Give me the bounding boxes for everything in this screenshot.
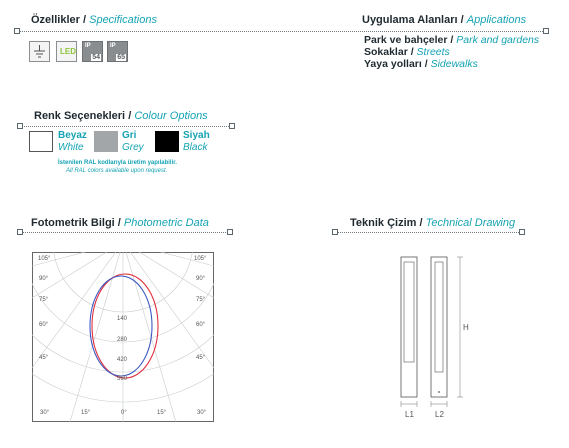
- applications-title: [362, 14, 526, 26]
- divider-end-marker: [543, 28, 549, 34]
- ip-label: IP: [110, 43, 116, 49]
- angle-label: 75°: [196, 297, 206, 303]
- ground-symbol-icon: [29, 41, 50, 62]
- divider-end-marker: [14, 28, 20, 34]
- photometric-title: [31, 217, 209, 229]
- list-item: Yaya yolları / Sidewalks: [364, 58, 478, 70]
- technical-drawing-title-en: Technical Drawing: [425, 217, 516, 229]
- specifications-title-en: Specifications: [89, 14, 157, 26]
- title-separator: /: [460, 14, 464, 26]
- title-separator: /: [82, 14, 87, 26]
- divider-end-marker: [17, 123, 23, 129]
- led-icon: [56, 41, 77, 62]
- ip-rating-icon: [107, 41, 128, 62]
- list-item: Sokaklar / Streets: [364, 46, 450, 58]
- angle-label: 105°: [38, 256, 51, 262]
- technical-drawing-divider: [335, 232, 521, 233]
- applications-list: [364, 34, 539, 70]
- angle-label: 105°: [194, 256, 207, 262]
- specifications-divider: [17, 31, 545, 32]
- angle-label: 45°: [39, 355, 49, 361]
- technical-drawing: [395, 252, 470, 422]
- list-item: Park ve bahçeler / Park and gardens: [364, 34, 540, 46]
- angle-label: 30°: [197, 410, 207, 416]
- application-en: Sidewalks: [430, 58, 478, 70]
- ral-note-tr: İstenilen RAL kodlarıyla üretim yapılabilir.: [58, 160, 177, 166]
- divider-end-marker: [229, 123, 235, 129]
- swatch-white: [29, 131, 53, 152]
- divider-end-marker: [227, 229, 233, 235]
- applications-title-en: Applications: [466, 14, 527, 26]
- angle-label: 60°: [39, 322, 49, 328]
- application-en: Streets: [416, 46, 450, 58]
- colour-name-en: White: [58, 142, 84, 153]
- angle-label: 0°: [121, 410, 127, 416]
- angle-label: 15°: [157, 410, 167, 416]
- ip-rating-icon: [82, 41, 103, 62]
- colour-name-tr: Siyah: [183, 130, 210, 141]
- dimension-label-l1: L1: [405, 410, 414, 419]
- technical-drawing-title: [350, 217, 515, 229]
- technical-drawing-title-tr: Teknik Çizim: [350, 217, 417, 229]
- led-label: LED: [60, 47, 76, 56]
- colour-options-title: [34, 110, 208, 122]
- radial-value-label: 560: [117, 376, 128, 382]
- ip-value: 54: [92, 54, 100, 61]
- application-tr: Sokaklar: [364, 46, 408, 58]
- specifications-title: [31, 14, 157, 26]
- angle-label: 90°: [39, 276, 49, 282]
- radial-value-label: 420: [117, 357, 128, 363]
- application-en: Park and gardens: [456, 34, 540, 46]
- application-tr: Park ve bahçeler: [364, 34, 448, 46]
- colour-name-en: Black: [183, 142, 208, 153]
- colour-options-title-tr: Renk Seçenekleri: [34, 110, 126, 122]
- angle-label: 90°: [196, 276, 206, 282]
- title-separator: /: [117, 217, 121, 229]
- colour-name-en: Grey: [122, 142, 144, 153]
- divider-end-marker: [519, 229, 525, 235]
- ip-label: IP: [85, 43, 91, 49]
- photometric-title-en: Photometric Data: [123, 217, 209, 229]
- swatch-black: [155, 131, 179, 152]
- ip-value: 65: [117, 54, 125, 61]
- title-separator: /: [128, 110, 132, 122]
- photometric-divider: [20, 232, 230, 233]
- dimension-label-l2: L2: [435, 410, 444, 419]
- divider-end-marker: [332, 229, 338, 235]
- ral-note-en: All RAL colors available upon request.: [66, 168, 168, 174]
- photometric-title-tr: Fotometrik Bilgi: [31, 217, 115, 229]
- divider-end-marker: [17, 229, 23, 235]
- swatch-grey: [94, 131, 118, 152]
- title-separator: /: [419, 217, 423, 229]
- application-tr: Yaya yolları: [364, 58, 422, 70]
- colour-name-tr: Beyaz: [58, 130, 87, 141]
- angle-label: 75°: [39, 297, 49, 303]
- radial-value-label: 280: [117, 337, 128, 343]
- angle-label: 30°: [40, 410, 50, 416]
- colour-name-tr: Gri: [122, 130, 137, 141]
- applications-title-tr: Uygulama Alanları: [362, 14, 458, 26]
- colour-options-title-en: Colour Options: [134, 110, 208, 122]
- angle-label: 15°: [81, 410, 91, 416]
- specifications-title-tr: Özellikler: [31, 14, 80, 26]
- radial-value-label: 140: [117, 316, 128, 322]
- colour-options-divider: [20, 126, 233, 127]
- dimension-label-h: H: [463, 323, 469, 332]
- angle-label: 45°: [196, 355, 206, 361]
- angle-label: 60°: [196, 322, 206, 328]
